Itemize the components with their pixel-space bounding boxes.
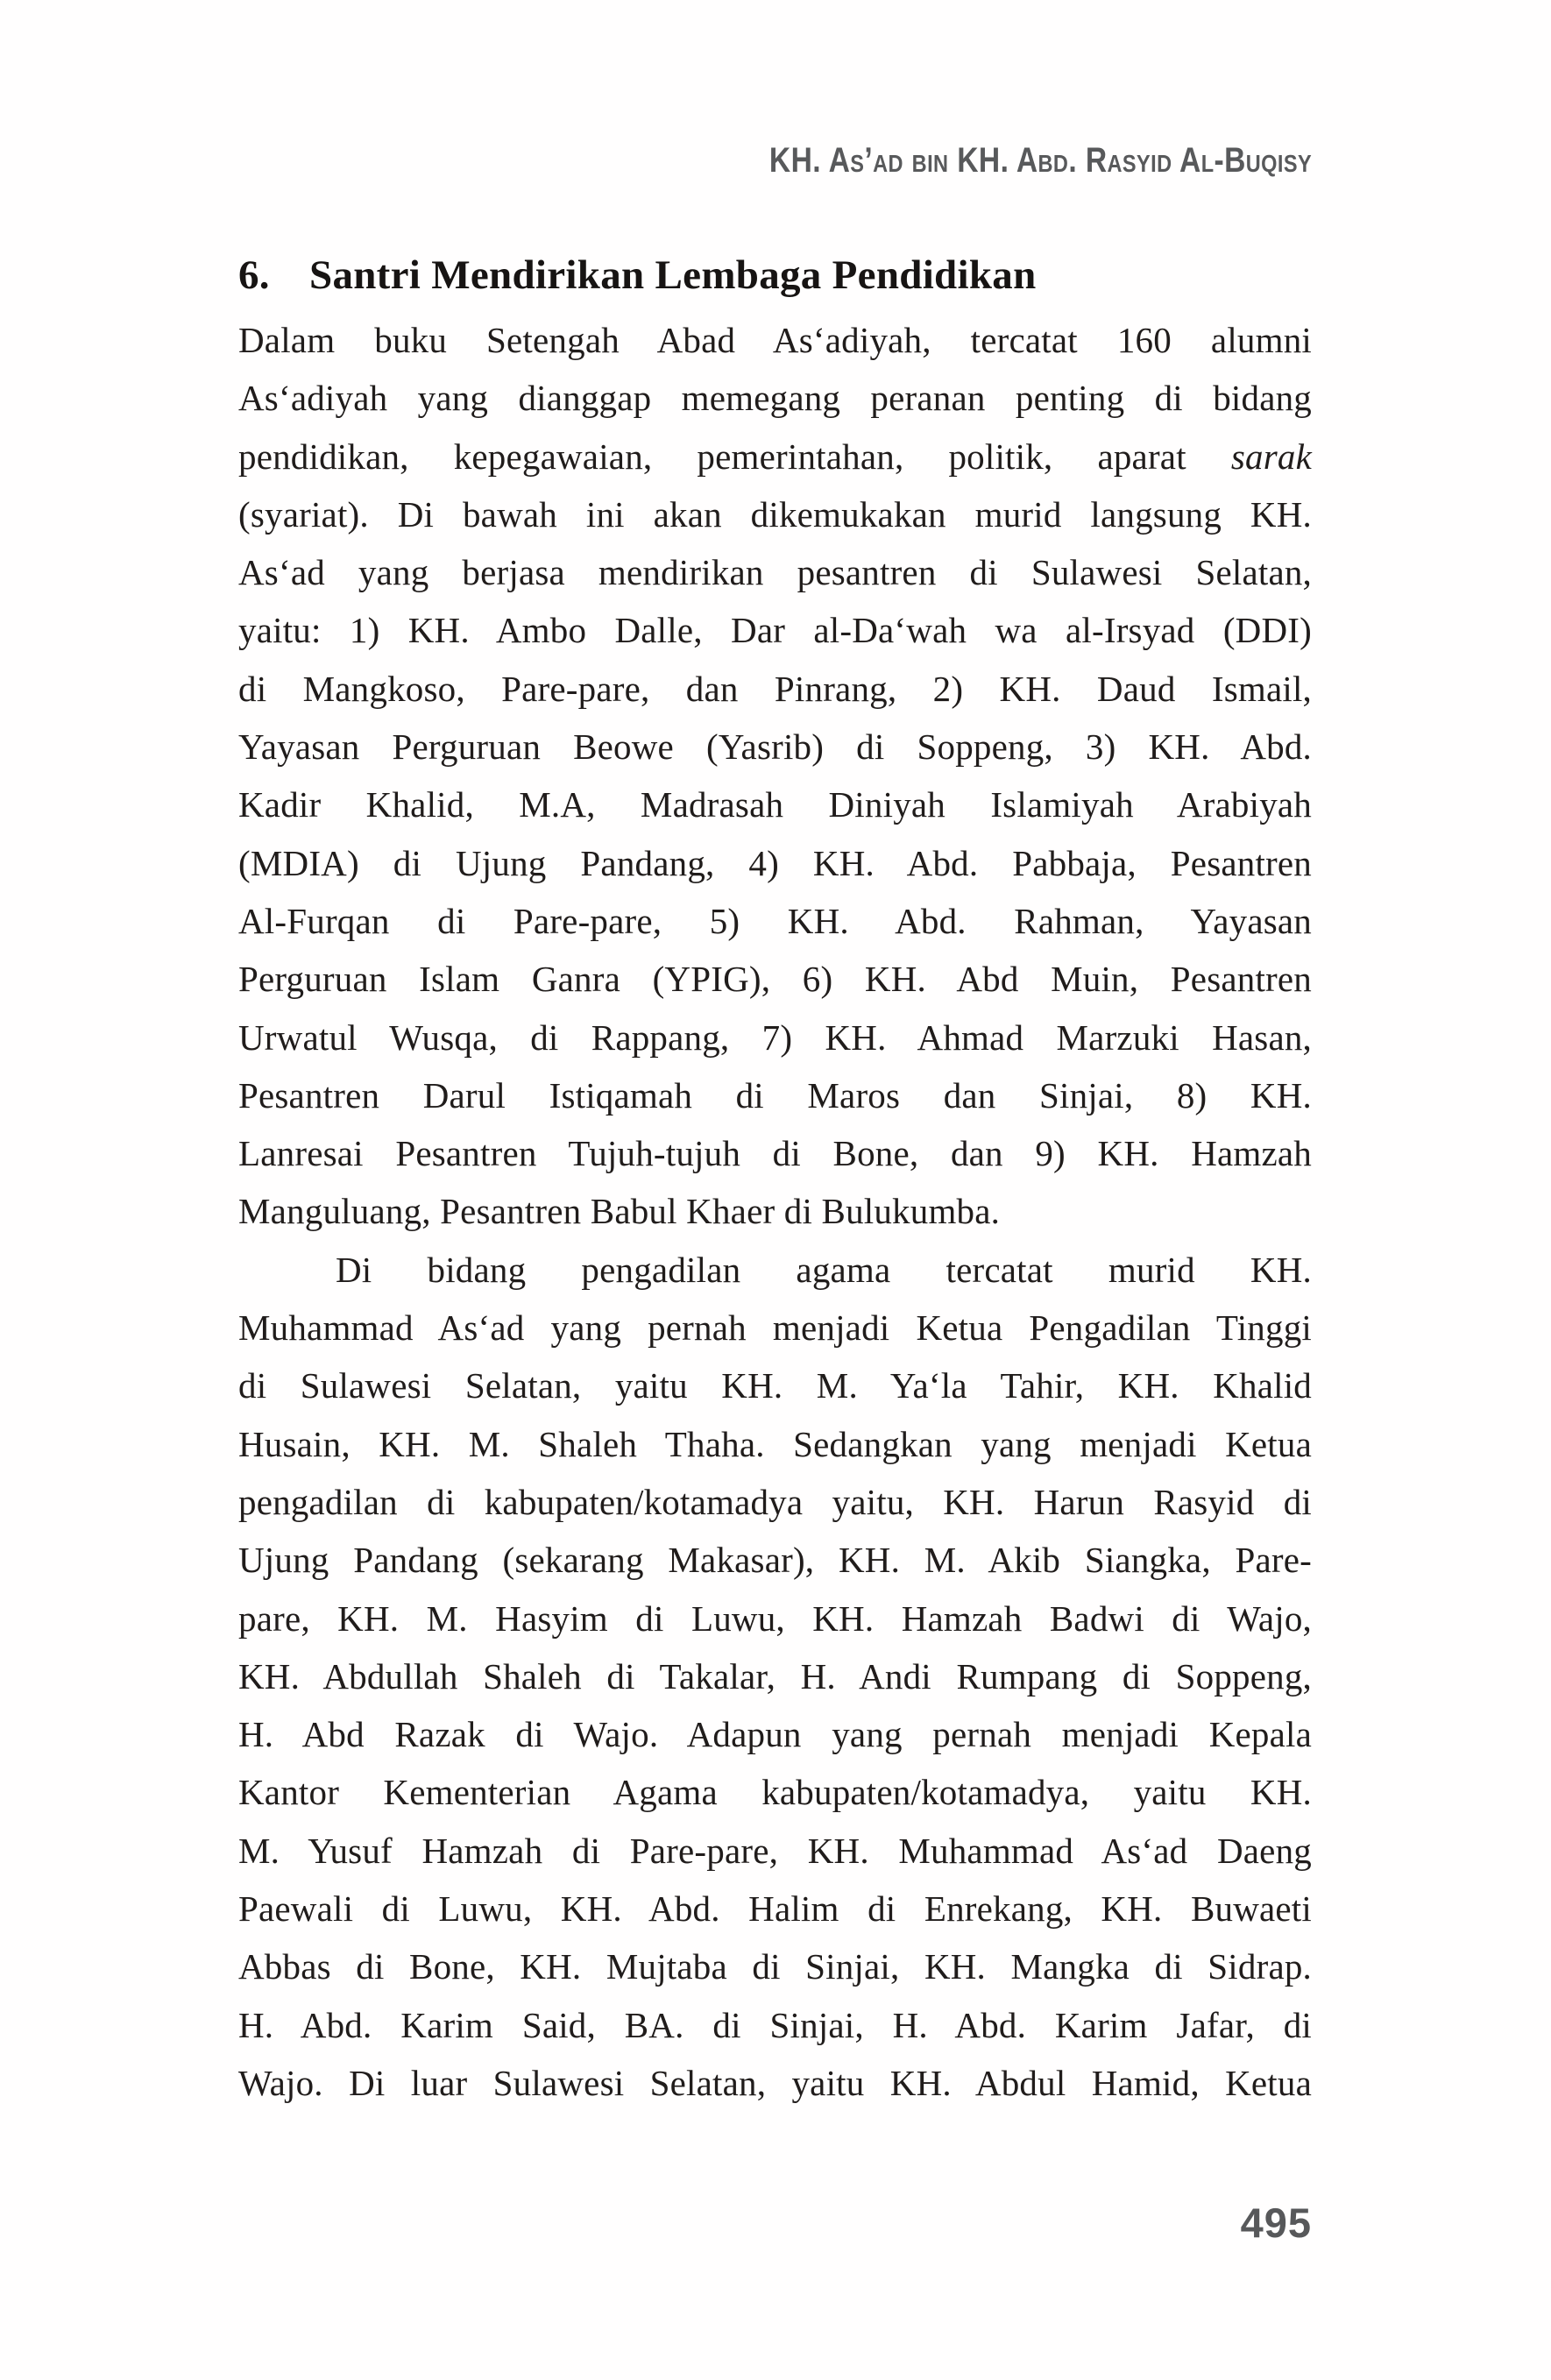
italic-text-segment: sarak bbox=[1230, 436, 1312, 477]
text-line bbox=[238, 1763, 1312, 1821]
body-text bbox=[238, 311, 1312, 2112]
text-segment: Kadir Khalid, M.A, Madrasah Diniyah Islamiyah Arabiyah bbox=[238, 784, 1312, 825]
section-heading bbox=[238, 252, 1037, 298]
text-segment: Manguluang, Pesantren Babul Khaer di Bulukumba. bbox=[238, 1191, 1001, 1232]
text-line bbox=[238, 834, 1312, 892]
text-segment: di Sulawesi Selatan, yaitu KH. M. Ya‘la Tahir, KH. Khalid bbox=[238, 1365, 1312, 1406]
text-segment: pendidikan, kepegawaian, pemerintahan, politik, aparat bbox=[238, 436, 1231, 477]
text-line bbox=[238, 2054, 1312, 2112]
text-line bbox=[238, 1531, 1312, 1589]
text-line bbox=[238, 1822, 1312, 1880]
text-line bbox=[238, 311, 1312, 369]
text-segment: Pesantren Darul Istiqamah di Maros dan Sinjai, 8) KH. bbox=[238, 1074, 1312, 1116]
text-segment: Lanresai Pesantren Tujuh-tujuh di Bone, dan 9) KH. Hamzah bbox=[238, 1133, 1312, 1174]
text-line bbox=[238, 660, 1312, 718]
text-segment: Dalam buku Setengah Abad As‘adiyah, tercatat 160 alumni bbox=[238, 320, 1312, 360]
text-line bbox=[238, 369, 1312, 427]
text-line bbox=[238, 1066, 1312, 1124]
text-segment: H. Abd Razak di Wajo. Adapun yang pernah menjadi Kepala bbox=[238, 1714, 1312, 1755]
text-segment: Di bidang pengadilan agama tercatat murid KH. bbox=[336, 1249, 1312, 1290]
text-line bbox=[238, 1415, 1312, 1473]
text-line bbox=[238, 1590, 1312, 1647]
text-segment: Yayasan Perguruan Beowe (Yasrib) di Soppeng, 3) KH. Abd. bbox=[238, 726, 1312, 768]
text-segment: M. Yusuf Hamzah di Pare-pare, KH. Muhammad As‘ad Daeng bbox=[238, 1830, 1312, 1871]
text-line bbox=[238, 892, 1312, 950]
text-segment: Muhammad As‘ad yang pernah menjadi Ketua Pengadilan Tinggi bbox=[238, 1307, 1312, 1349]
text-line bbox=[238, 1937, 1312, 1995]
text-line bbox=[238, 776, 1312, 833]
text-segment: pengadilan di kabupaten/kotamadya yaitu, KH. Harun Rasyid di bbox=[238, 1481, 1312, 1522]
text-segment: (syariat). Di bawah ini akan dikemukakan murid langsung KH. bbox=[238, 493, 1312, 535]
text-line bbox=[238, 1241, 1312, 1299]
section-title: Santri Mendirikan Lembaga Pendidikan bbox=[309, 252, 1037, 298]
text-line bbox=[238, 543, 1312, 601]
text-line bbox=[238, 601, 1312, 659]
text-segment: Al-Furqan di Pare-pare, 5) KH. Abd. Rahman, Yayasan bbox=[238, 900, 1312, 941]
text-line bbox=[238, 1124, 1312, 1182]
text-segment: di Mangkoso, Pare-pare, dan Pinrang, 2) KH. Daud Ismail, bbox=[238, 668, 1312, 709]
text-segment: (MDIA) di Ujung Pandang, 4) KH. Abd. Pabbaja, Pesantren bbox=[238, 842, 1312, 883]
text-segment: Ujung Pandang (sekarang Makasar), KH. M. Akib Siangka, Pare- bbox=[238, 1540, 1312, 1581]
text-line bbox=[238, 428, 1312, 485]
text-segment: Urwatul Wusqa, di Rappang, 7) KH. Ahmad Marzuki Hasan, bbox=[238, 1016, 1312, 1058]
text-line bbox=[238, 1299, 1312, 1356]
text-line bbox=[238, 950, 1312, 1008]
text-line bbox=[238, 1996, 1312, 2054]
text-line bbox=[238, 1880, 1312, 1937]
running-header: KH. As’ad bin KH. Abd. Rasyid Al-Buqisy bbox=[768, 141, 1312, 180]
text-segment: Kantor Kementerian Agama kabupaten/kotamadya, yaitu KH. bbox=[238, 1772, 1312, 1813]
text-segment: H. Abd. Karim Said, BA. di Sinjai, H. Abd. Karim Jafar, di bbox=[238, 2004, 1312, 2045]
text-line bbox=[238, 718, 1312, 776]
text-segment: Paewali di Luwu, KH. Abd. Halim di Enrekang, KH. Buwaeti bbox=[238, 1888, 1312, 1930]
section-number: 6. bbox=[238, 252, 270, 298]
text-line bbox=[238, 1647, 1312, 1705]
text-segment: Abbas di Bone, KH. Mujtaba di Sinjai, KH. Mangka di Sidrap. bbox=[238, 1946, 1312, 1987]
text-line bbox=[238, 1182, 1312, 1240]
text-line bbox=[238, 1009, 1312, 1066]
text-segment: pare, KH. M. Hasyim di Luwu, KH. Hamzah Badwi di Wajo, bbox=[238, 1597, 1312, 1639]
text-segment: As‘ad yang berjasa mendirikan pesantren di Sulawesi Selatan, bbox=[238, 552, 1312, 593]
text-line bbox=[238, 485, 1312, 543]
text-line bbox=[238, 1705, 1312, 1763]
text-line bbox=[238, 1473, 1312, 1531]
text-segment: Wajo. Di luar Sulawesi Selatan, yaitu KH. Abdul Hamid, Ketua bbox=[238, 2062, 1312, 2103]
text-segment: yaitu: 1) KH. Ambo Dalle, Dar al-Da‘wah wa al-Irsyad (DDI) bbox=[238, 610, 1312, 651]
page-number: 495 bbox=[1240, 2199, 1312, 2246]
text-segment: KH. Abdullah Shaleh di Takalar, H. Andi Rumpang di Soppeng, bbox=[238, 1655, 1312, 1696]
text-segment: As‘adiyah yang dianggap memegang peranan penting di bidang bbox=[238, 378, 1312, 419]
text-segment: Husain, KH. M. Shaleh Thaha. Sedangkan yang menjadi Ketua bbox=[238, 1423, 1312, 1464]
text-line bbox=[238, 1356, 1312, 1414]
text-segment: Perguruan Islam Ganra (YPIG), 6) KH. Abd Muin, Pesantren bbox=[238, 959, 1312, 1000]
